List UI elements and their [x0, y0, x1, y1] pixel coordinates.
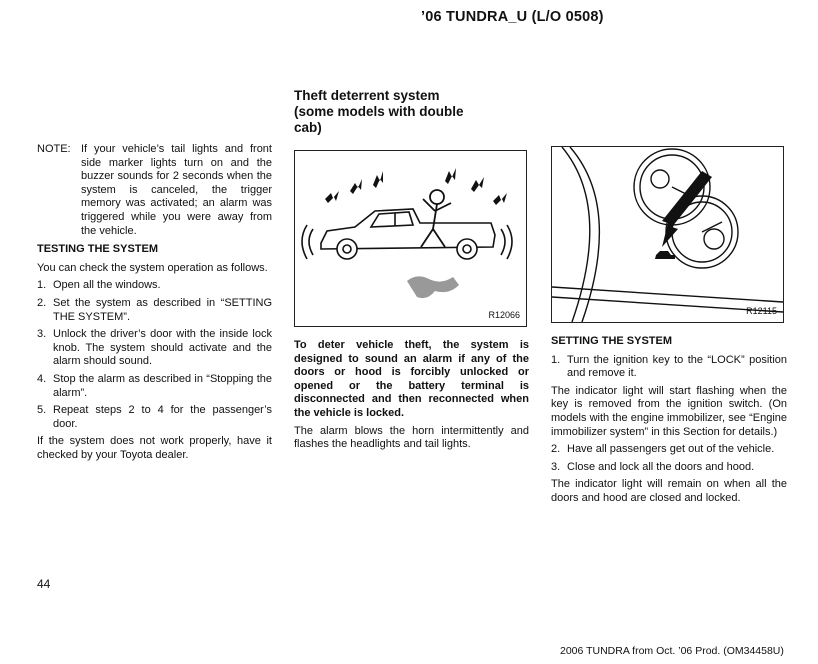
list-item [37, 279, 272, 293]
section-title-line: Theft deterrent system [294, 88, 440, 103]
document-header: ’06 TUNDRA_U (L/O 0508) [421, 9, 604, 25]
middle-column [294, 88, 529, 456]
step-number: 2. [37, 296, 47, 309]
note-label: NOTE: [37, 143, 71, 155]
testing-steps [37, 279, 272, 431]
step-number: 4. [37, 372, 47, 385]
indicator-illustration [551, 146, 784, 323]
testing-intro: You can check the system operation as follows. [37, 261, 268, 274]
footer-edition: 2006 TUNDRA from Oct. ’06 Prod. (OM34458U) [560, 645, 784, 657]
setting-steps [551, 354, 787, 381]
final-paragraph: The indicator light will remain on when all the doors and hood are closed and locked. [551, 478, 787, 504]
car-alarm-icon [295, 151, 526, 326]
list-item [551, 354, 787, 381]
page-number: 44 [37, 577, 51, 591]
section-title-line: (some models with double [294, 104, 464, 119]
step-text: Repeat steps 2 to 4 for the passenger’s door. [53, 404, 272, 430]
step-number: 3. [551, 460, 561, 473]
step-number: 1. [551, 353, 561, 366]
indicator-paragraph: The indicator light will start flashing when the key is removed from the ignition switch. (On models with the engine immobilizer, see “Engine immobilizer system” in this Section for details.) [551, 384, 787, 438]
alarm-illustration [294, 150, 527, 327]
list-item [37, 328, 272, 369]
deterrent-description: To deter vehicle theft, the system is designed to sound an alarm if any of the doors or hood is forcibly unlocked or opened or the battery terminal is disconnected and then reconnected when the vehicle is locked. [294, 339, 529, 419]
step-text: Have all passengers get out of the vehicle. [567, 443, 775, 456]
step-text: Unlock the driver’s door with the inside lock knob. The system should activate and the alarm should sound. [53, 328, 272, 368]
left-column [37, 143, 272, 466]
instrument-cluster-icon [552, 147, 783, 322]
closing-paragraph: If the system does not work properly, have it checked by your Toyota dealer. [37, 435, 272, 461]
step-text: Open all the windows. [53, 279, 161, 292]
list-item [37, 373, 272, 400]
section-title [294, 88, 529, 136]
setting-heading: SETTING THE SYSTEM [551, 335, 673, 347]
step-text: Set the system as described in “SETTING THE SYSTEM”. [53, 296, 272, 323]
list-item [551, 461, 787, 475]
alarm-behavior: The alarm blows the horn intermittently and flashes the headlights and tail lights. [294, 424, 529, 451]
section-title-line: cab) [294, 120, 322, 135]
figure-code: R12115 [746, 306, 777, 317]
step-number: 3. [37, 328, 47, 341]
list-item [37, 404, 272, 431]
step-text: Stop the alarm as described in “Stopping the alarm”. [53, 372, 272, 399]
testing-heading: TESTING THE SYSTEM [37, 243, 159, 256]
setting-steps-continued [551, 443, 787, 474]
list-item [551, 443, 787, 457]
step-number: 2. [551, 443, 561, 456]
note-block [37, 143, 272, 238]
note-text: If your vehicle’s tail lights and front side marker lights turn on and the buzzer sounds for 2 seconds when the system is canceled, the trigger memory was activated; an alarm was triggered while you were away from the vehicle. [81, 143, 272, 237]
step-text: Turn the ignition key to the “LOCK” position and remove it. [567, 353, 787, 380]
right-column [551, 146, 787, 510]
list-item [37, 297, 272, 324]
step-number: 5. [37, 404, 47, 417]
step-number: 1. [37, 279, 47, 292]
step-text: Close and lock all the doors and hood. [567, 460, 755, 473]
figure-code: R12066 [488, 310, 520, 321]
